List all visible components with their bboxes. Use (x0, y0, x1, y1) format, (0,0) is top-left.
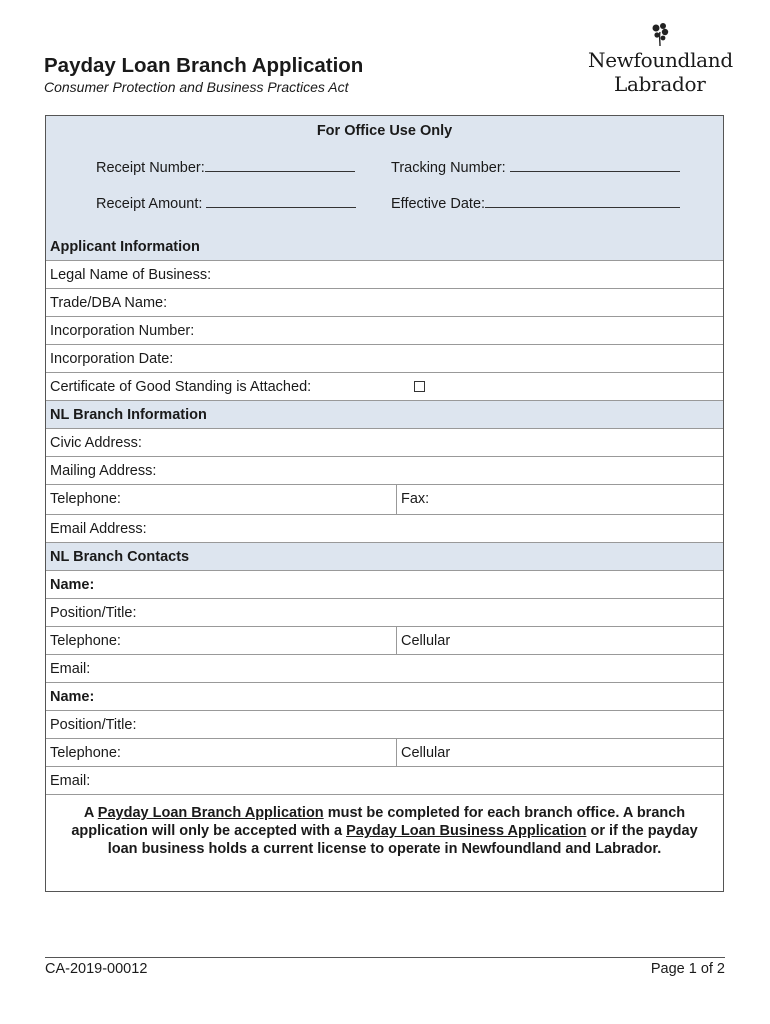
office-use-section (46, 116, 723, 234)
column-divider (396, 627, 397, 654)
column-divider (396, 739, 397, 766)
contact1-position-field[interactable] (46, 599, 723, 627)
logo-text-labrador: Labrador (614, 72, 706, 96)
contact-cellular-label[interactable]: Cellular (401, 633, 451, 649)
footer-divider (45, 957, 725, 958)
incorporation-number-label: Incorporation Number: (50, 323, 195, 339)
contact-position-label: Position/Title: (50, 717, 137, 733)
tracking-number-label: Tracking Number: (391, 160, 506, 176)
form-id: CA-2019-00012 (45, 961, 148, 977)
receipt-amount-label: Receipt Amount: (96, 196, 203, 212)
contact-email-label: Email: (50, 773, 91, 789)
pitcher-plant-icon (648, 22, 672, 48)
tracking-number-line (510, 158, 680, 172)
receipt-number-field[interactable] (96, 158, 355, 176)
effective-date-label: Effective Date: (391, 196, 486, 212)
civic-address-label: Civic Address: (50, 435, 142, 451)
contact-name-label: Name: (50, 689, 95, 705)
incorporation-date-label: Incorporation Date: (50, 351, 174, 367)
branch-phone-row (46, 485, 723, 515)
branch-application-notice (46, 804, 723, 858)
trade-name-field[interactable] (46, 289, 723, 317)
contact-telephone-label[interactable]: Telephone: (50, 633, 121, 649)
column-divider (396, 485, 397, 514)
legal-name-label: Legal Name of Business: (50, 267, 212, 283)
contact2-position-field[interactable] (46, 711, 723, 739)
receipt-number-label: Receipt Number: (96, 160, 205, 176)
contact-telephone-label[interactable]: Telephone: (50, 745, 121, 761)
business-application-link[interactable]: Payday Loan Business Application (346, 823, 587, 839)
section-applicant-information (46, 233, 723, 261)
civic-address-field[interactable] (46, 429, 723, 457)
contact2-name-field[interactable] (46, 683, 723, 711)
notice-text: must be completed for each branch office. A branch application will only be accepted with a (71, 805, 686, 839)
receipt-number-line (205, 158, 355, 172)
application-form (45, 115, 724, 892)
incorporation-date-field[interactable] (46, 345, 723, 373)
effective-date-line (485, 194, 680, 208)
section-title: Applicant Information (50, 239, 200, 255)
email-address-field[interactable] (46, 515, 723, 543)
office-use-title: For Office Use Only (316, 123, 453, 139)
contact-position-label: Position/Title: (50, 605, 137, 621)
contact1-email-field[interactable] (46, 655, 723, 683)
contact-email-label: Email: (50, 661, 91, 677)
section-title: NL Branch Contacts (50, 549, 190, 565)
effective-date-field[interactable] (391, 194, 680, 212)
section-branch-information (46, 401, 723, 429)
mailing-address-label: Mailing Address: (50, 463, 157, 479)
branch-application-link[interactable]: Payday Loan Branch Application (97, 805, 324, 821)
receipt-amount-line (206, 194, 356, 208)
page-subtitle: Consumer Protection and Business Practices Act (44, 79, 349, 95)
certificate-row (46, 373, 723, 401)
contact2-email-field[interactable] (46, 767, 723, 795)
branch-fax-label[interactable]: Fax: (401, 491, 430, 507)
email-address-label: Email Address: (50, 521, 147, 537)
certificate-checkbox[interactable] (414, 381, 425, 392)
legal-name-field[interactable] (46, 261, 723, 289)
logo-text-newfoundland: Newfoundland (588, 48, 733, 72)
mailing-address-field[interactable] (46, 457, 723, 485)
section-title: NL Branch Information (50, 407, 207, 423)
notice-text: A (83, 805, 98, 821)
receipt-amount-field[interactable] (96, 194, 356, 212)
page-title: Payday Loan Branch Application (44, 54, 364, 77)
notice-text: or if the payday loan business holds a current license to operate in Newfoundland and Labrador. (107, 823, 698, 857)
tracking-number-field[interactable] (391, 158, 680, 176)
section-branch-contacts (46, 543, 723, 571)
contact-name-label: Name: (50, 577, 95, 593)
contact1-phone-row (46, 627, 723, 655)
government-logo (588, 22, 733, 96)
contact-cellular-label[interactable]: Cellular (401, 745, 451, 761)
branch-telephone-label[interactable]: Telephone: (50, 491, 121, 507)
page-number: Page 1 of 2 (650, 961, 725, 977)
contact1-name-field[interactable] (46, 571, 723, 599)
contact2-phone-row (46, 739, 723, 767)
certificate-label: Certificate of Good Standing is Attached: (50, 379, 312, 395)
trade-name-label: Trade/DBA Name: (50, 295, 168, 311)
incorporation-number-field[interactable] (46, 317, 723, 345)
